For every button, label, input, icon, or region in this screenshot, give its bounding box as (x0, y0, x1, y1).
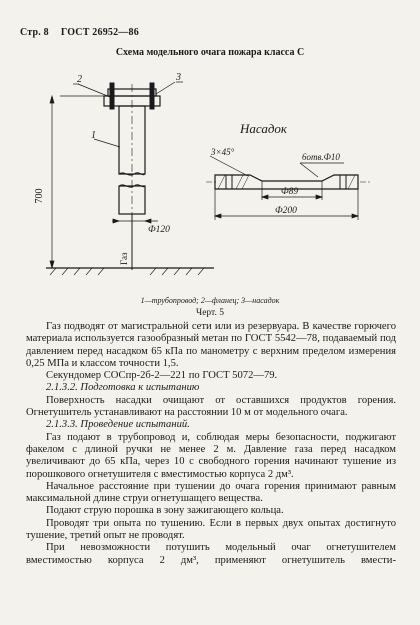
paragraph-powder-jet: Подают струю порошка в зону зажигающего кольца. (46, 505, 284, 517)
callout-2: 2 (77, 74, 82, 85)
paragraph-larger-extinguisher: При невозможности потушить модельный очаг огнетушителем вместимостью корпуса 2 дм³, применяют огнетушитель вмести- (26, 542, 396, 566)
paragraph-gas-supply: Газ подводят от магистральной сети или из резервуара. В качестве горючего материала используется газообразный метан по ГОСТ 5542—78, подаваемый под давлением перед насадком 65 кПа по манометру с верхним пределом измерения 0,25 МПа и классом точности 1,5. (26, 321, 396, 369)
callout-1: 1 (91, 130, 96, 141)
paragraph-stopwatch: Секундомер СОСпр-2б-2—221 по ГОСТ 5072—79. (46, 370, 278, 382)
holes-label: 6отв.Ф10 (302, 152, 340, 162)
paragraph-three-tests: Проводят три опыта по тушению. Если в первых двух опытах достигнуто тушение, третий опыт не проводят. (26, 517, 396, 542)
nozzle-title: Насадок (240, 121, 287, 136)
standard-code: ГОСТ 26952—86 (60, 27, 139, 38)
page-number: Стр. 8 (20, 27, 49, 38)
figure-legend: 1—трубопровод; 2—фланец; 3—насадок (140, 296, 280, 305)
figure-drawing (0, 0, 420, 300)
figure-title: Схема модельного очага пожара класса С (115, 47, 305, 58)
paragraph-preparation: Поверхность насадки очищают от оставшихся продуктов горения. Огнетушитель устанавливают на расстоянии 10 м от модельного очага. (26, 394, 396, 419)
paragraph-distance: Начальное расстояние при тушении до очага горения принимают равным максимальной длине струи огнетушащего вещества. (26, 480, 396, 505)
chamfer-label: 3×45° (211, 147, 235, 157)
heading-preparation: 2.1.3.2. Подготовка к испытанию (46, 382, 200, 394)
inner-diameter-label: Ф89 (281, 187, 299, 197)
figure-caption: Черт. 5 (196, 308, 224, 318)
heading-testing: 2.1.3.3. Проведение испытаний. (46, 419, 190, 431)
height-label: 700 (34, 188, 45, 204)
pipe-diameter-dimension (112, 219, 158, 223)
height-dimension (50, 96, 104, 268)
body-text (26, 321, 396, 567)
gas-label: Газ (119, 252, 129, 265)
callout-3: 3 (176, 72, 181, 83)
pipe-diameter-label: Ф120 (148, 225, 170, 235)
paragraph-ignition: Газ подают в трубопровод и, соблюдая меры безопасности, поджигают факелом с длиной ручки не менее 2 м. Давление газа перед насадком увеличивают до 65 кПа, через 10 с свободного горения начинают тушение из порошкового огнетушителя с вместимостью корпуса 2 дм³. (26, 431, 396, 480)
ground (46, 268, 214, 275)
outer-diameter-label: Ф200 (275, 206, 297, 216)
